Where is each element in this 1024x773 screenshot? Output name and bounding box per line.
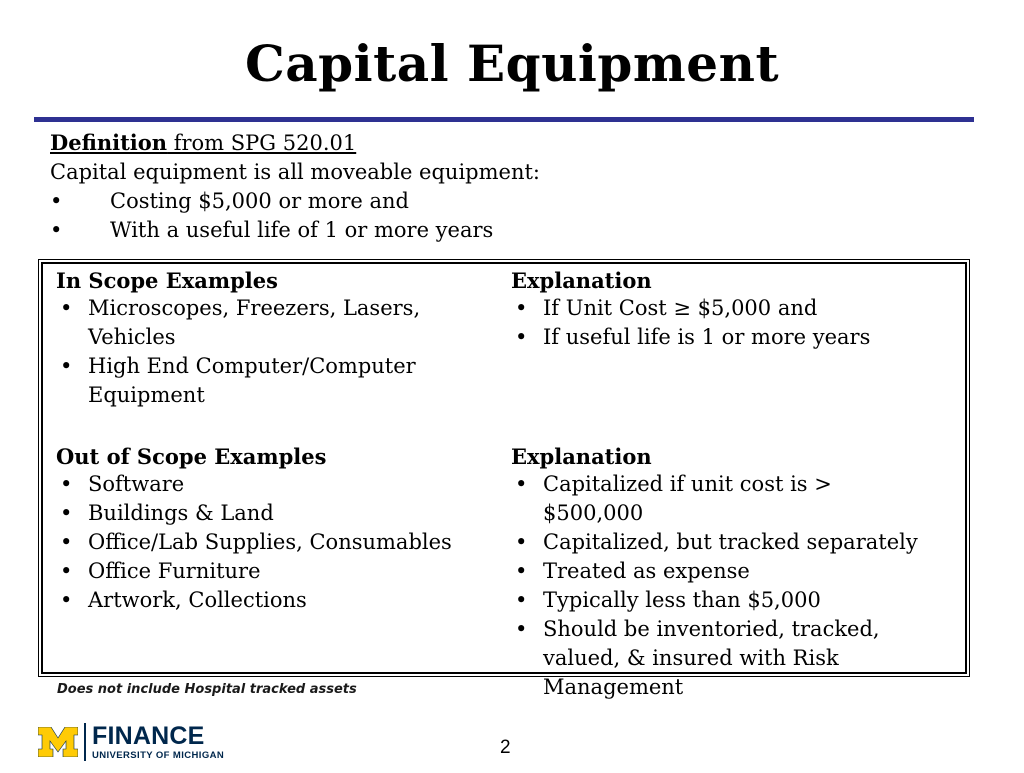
- slide-title: Capital Equipment: [244, 34, 780, 93]
- out-scope-explanation-column: [511, 444, 931, 702]
- list-item: • Software: [60, 472, 185, 496]
- logo-finance-text: FINANCE: [92, 721, 205, 750]
- list-item: • Treated as expense: [515, 559, 750, 583]
- list-item: • Capitalized, but tracked separately: [515, 530, 918, 554]
- footnote: Does not include Hospital tracked assets: [57, 682, 357, 697]
- out-scope-column: [56, 444, 476, 615]
- definition-block: [50, 128, 540, 245]
- page-number: 2: [500, 737, 511, 758]
- finance-logo: [38, 722, 224, 762]
- title-divider: [34, 117, 974, 122]
- list-item: • Buildings & Land: [60, 501, 274, 525]
- out-scope-heading: Out of Scope Examples: [56, 444, 327, 469]
- list-item: • Capitalized if unit cost is > $500,000: [515, 472, 832, 525]
- logo-divider: [84, 723, 86, 761]
- definition-bullet-text: With a useful life of 1 or more years: [110, 218, 494, 242]
- list-item: • Office Furniture: [60, 559, 261, 583]
- in-scope-column: [56, 268, 436, 410]
- definition-label: Definition: [50, 130, 168, 155]
- definition-bullet: • With a useful life of 1 or more years: [50, 218, 494, 242]
- logo-university-text: UNIVERSITY OF MICHIGAN: [92, 749, 225, 761]
- list-item: • Microscopes, Freezers, Lasers, Vehicles: [60, 296, 421, 349]
- list-item: • Should be inventoried, tracked, valued, & insured with Risk Management: [515, 617, 880, 699]
- list-item: • High End Computer/Computer Equipment: [60, 354, 416, 407]
- in-scope-heading: In Scope Examples: [56, 268, 278, 293]
- list-item: • Artwork, Collections: [60, 588, 307, 612]
- definition-source: from SPG 520.01: [167, 131, 357, 155]
- definition-heading: [50, 128, 540, 158]
- explanation-heading: Explanation: [511, 268, 652, 293]
- definition-bullet: • Costing $5,000 or more and: [50, 189, 409, 213]
- in-scope-explanation-column: [511, 268, 951, 352]
- list-item: • Office/Lab Supplies, Consumables: [60, 530, 452, 554]
- list-item: • If Unit Cost ≥ $5,000 and: [515, 296, 818, 320]
- definition-bullet-text: Costing $5,000 or more and: [110, 189, 409, 213]
- explanation-heading: Explanation: [511, 444, 652, 469]
- list-item: • Typically less than $5,000: [515, 588, 821, 612]
- list-item: • If useful life is 1 or more years: [515, 325, 871, 349]
- definition-intro: Capital equipment is all moveable equipment:: [50, 160, 540, 184]
- block-m-icon: [38, 727, 78, 757]
